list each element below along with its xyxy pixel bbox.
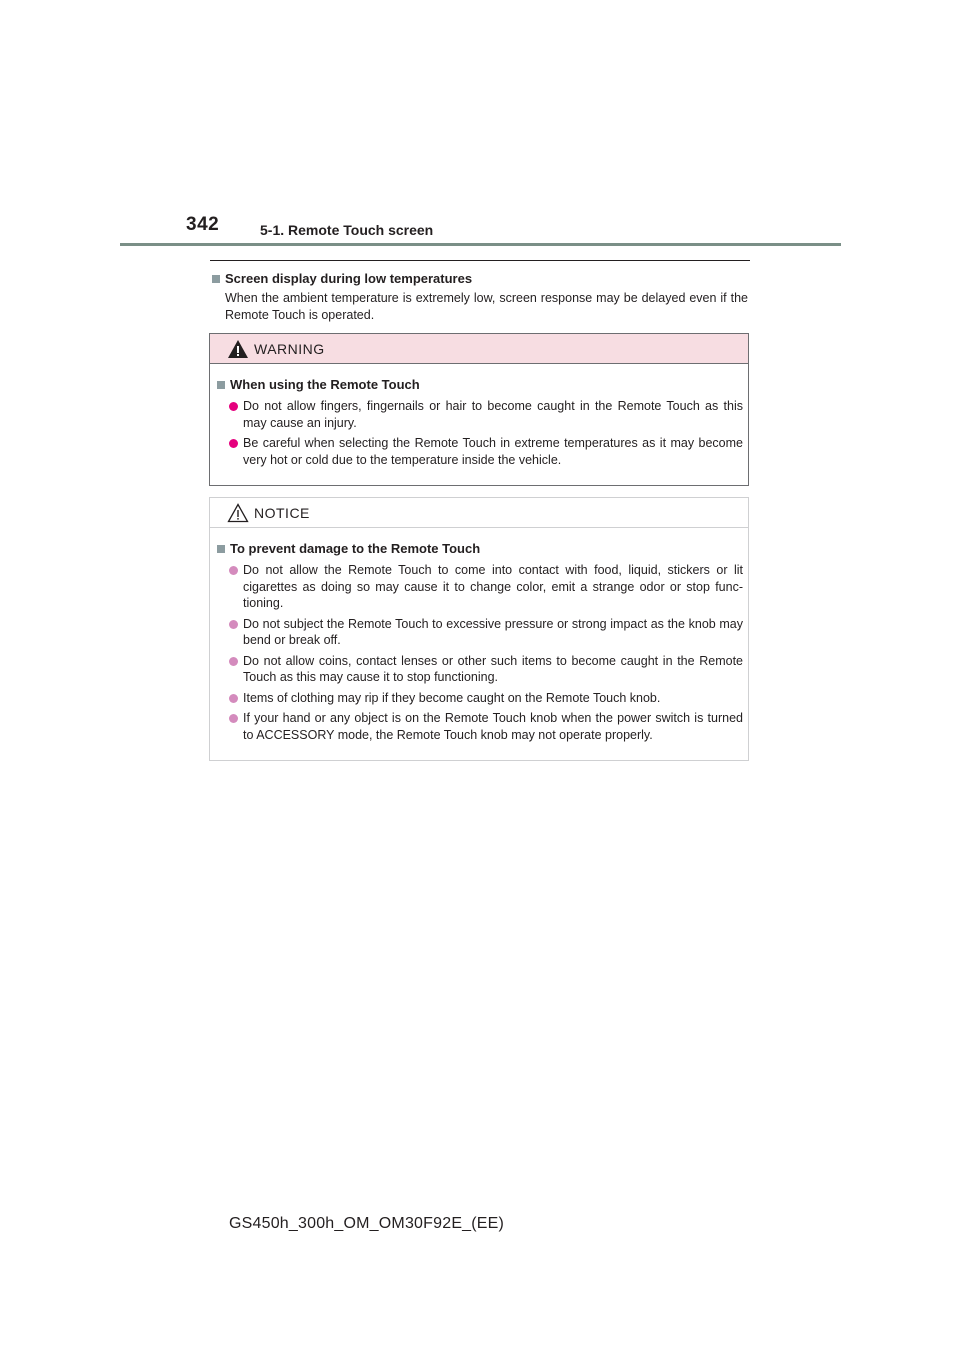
notice-body [210, 528, 748, 743]
section-divider [210, 260, 750, 261]
warning-triangle-icon [227, 339, 249, 359]
notice-header [210, 498, 748, 528]
notice-title: NOTICE [254, 504, 310, 521]
notice-list-item-text: Do not allow the Remote Touch to come into contact with food, liquid, stickers or lit cigarettes as doing so may cause it to change color, emit a strange odor or stop func-tioning. [243, 563, 743, 610]
warning-list-item [229, 435, 743, 468]
notice-list-item-text: Do not subject the Remote Touch to excessive pressure or strong impact as the knob may bend or break off. [243, 616, 743, 647]
bullet-dot-icon [229, 694, 238, 703]
notice-list-item [229, 653, 743, 686]
footer-model-code: GS450h_300h_OM_OM30F92E_(EE) [229, 1215, 505, 1232]
square-bullet-icon [217, 381, 225, 389]
notice-items [217, 562, 743, 743]
low-temperature-section [212, 270, 748, 323]
notice-heading-text: To prevent damage to the Remote Touch [230, 541, 481, 556]
notice-list-item-text: Items of clothing may rip if they become caught on the Remote Touch knob. [243, 690, 661, 705]
warning-title: WARNING [254, 340, 325, 357]
notice-list-item [229, 710, 743, 743]
bullet-dot-icon [229, 657, 238, 666]
low-temperature-heading [212, 270, 748, 287]
low-temperature-heading-text: Screen display during low temperatures [225, 271, 473, 286]
square-bullet-icon [212, 275, 220, 283]
header-rule [120, 243, 841, 246]
warning-list-item-text: Be careful when selecting the Remote Touch in extreme temperatures as it may become very hot or cold due to the temperature inside the vehicle. [243, 436, 743, 467]
page-number: 342 [186, 214, 220, 235]
bullet-dot-icon [229, 439, 238, 448]
square-bullet-icon [217, 545, 225, 553]
warning-list-item-text: Do not allow fingers, fingernails or hair to become caught in the Remote Touch as this may cause an injury. [243, 399, 743, 430]
notice-list-item [229, 562, 743, 612]
warning-box [209, 333, 749, 486]
warning-header [210, 334, 748, 364]
notice-list-item [229, 616, 743, 649]
notice-list-item-text: Do not allow coins, contact lenses or other such items to become caught in the Remote Touch as this may cause it to stop functioning. [243, 653, 743, 684]
warning-items [217, 398, 743, 468]
bullet-dot-icon [229, 620, 238, 629]
warning-heading [217, 376, 743, 393]
section-title: 5-1. Remote Touch screen [260, 222, 434, 238]
warning-list-item [229, 398, 743, 431]
notice-list-item [229, 690, 743, 707]
low-temperature-text: When the ambient temperature is extremely low, screen response may be delayed even if the Remote Touch is operated. [225, 291, 748, 322]
bullet-dot-icon [229, 714, 238, 723]
bullet-dot-icon [229, 402, 238, 411]
warning-body [210, 364, 748, 468]
notice-list-item-text: If your hand or any object is on the Remote Touch knob when the power switch is turned to ACCESSORY mode, the Remote Touch knob may not operate properly. [243, 711, 743, 742]
bullet-dot-icon [229, 566, 238, 575]
warning-heading-text: When using the Remote Touch [230, 377, 420, 392]
notice-box [209, 497, 749, 761]
notice-heading [217, 540, 743, 557]
notice-triangle-icon [227, 503, 249, 523]
